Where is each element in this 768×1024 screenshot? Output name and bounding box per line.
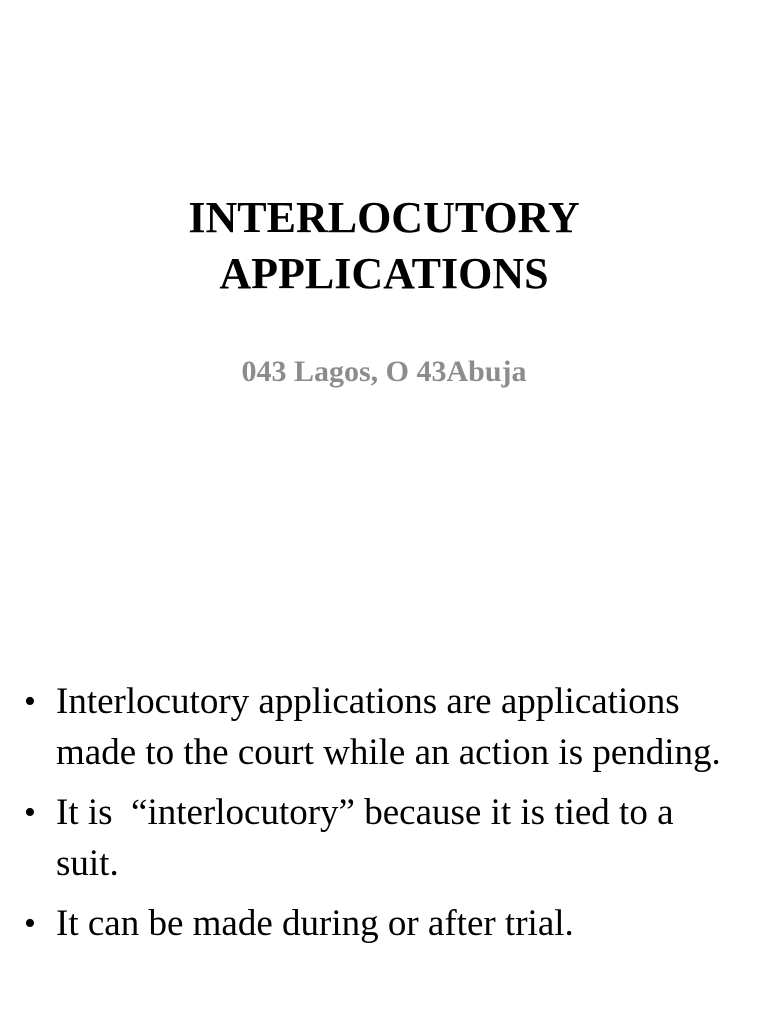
bullet-text: It can be made during or after trial. (56, 903, 574, 944)
bullet-dot-icon: • (24, 794, 36, 831)
bullet-text: It is “interlocutory” because it is tied to a suit. (56, 792, 683, 884)
bullet-dot-icon: • (24, 683, 36, 720)
slide-subtitle: 043 Lagos, O 43Abuja (241, 355, 527, 388)
bullet-list (0, 676, 768, 958)
bullet-dot-icon: • (24, 905, 36, 942)
slide-title-line-1: INTERLOCUTORY (188, 193, 580, 242)
bullet-text: Interlocutory applications are applications made to the court while an action is pending. (56, 681, 721, 773)
bullet-item (0, 676, 768, 778)
bullet-item (0, 787, 768, 889)
slide-title (0, 190, 768, 302)
slide-title-line-2: APPLICATIONS (219, 249, 549, 298)
bullet-item (0, 898, 768, 949)
